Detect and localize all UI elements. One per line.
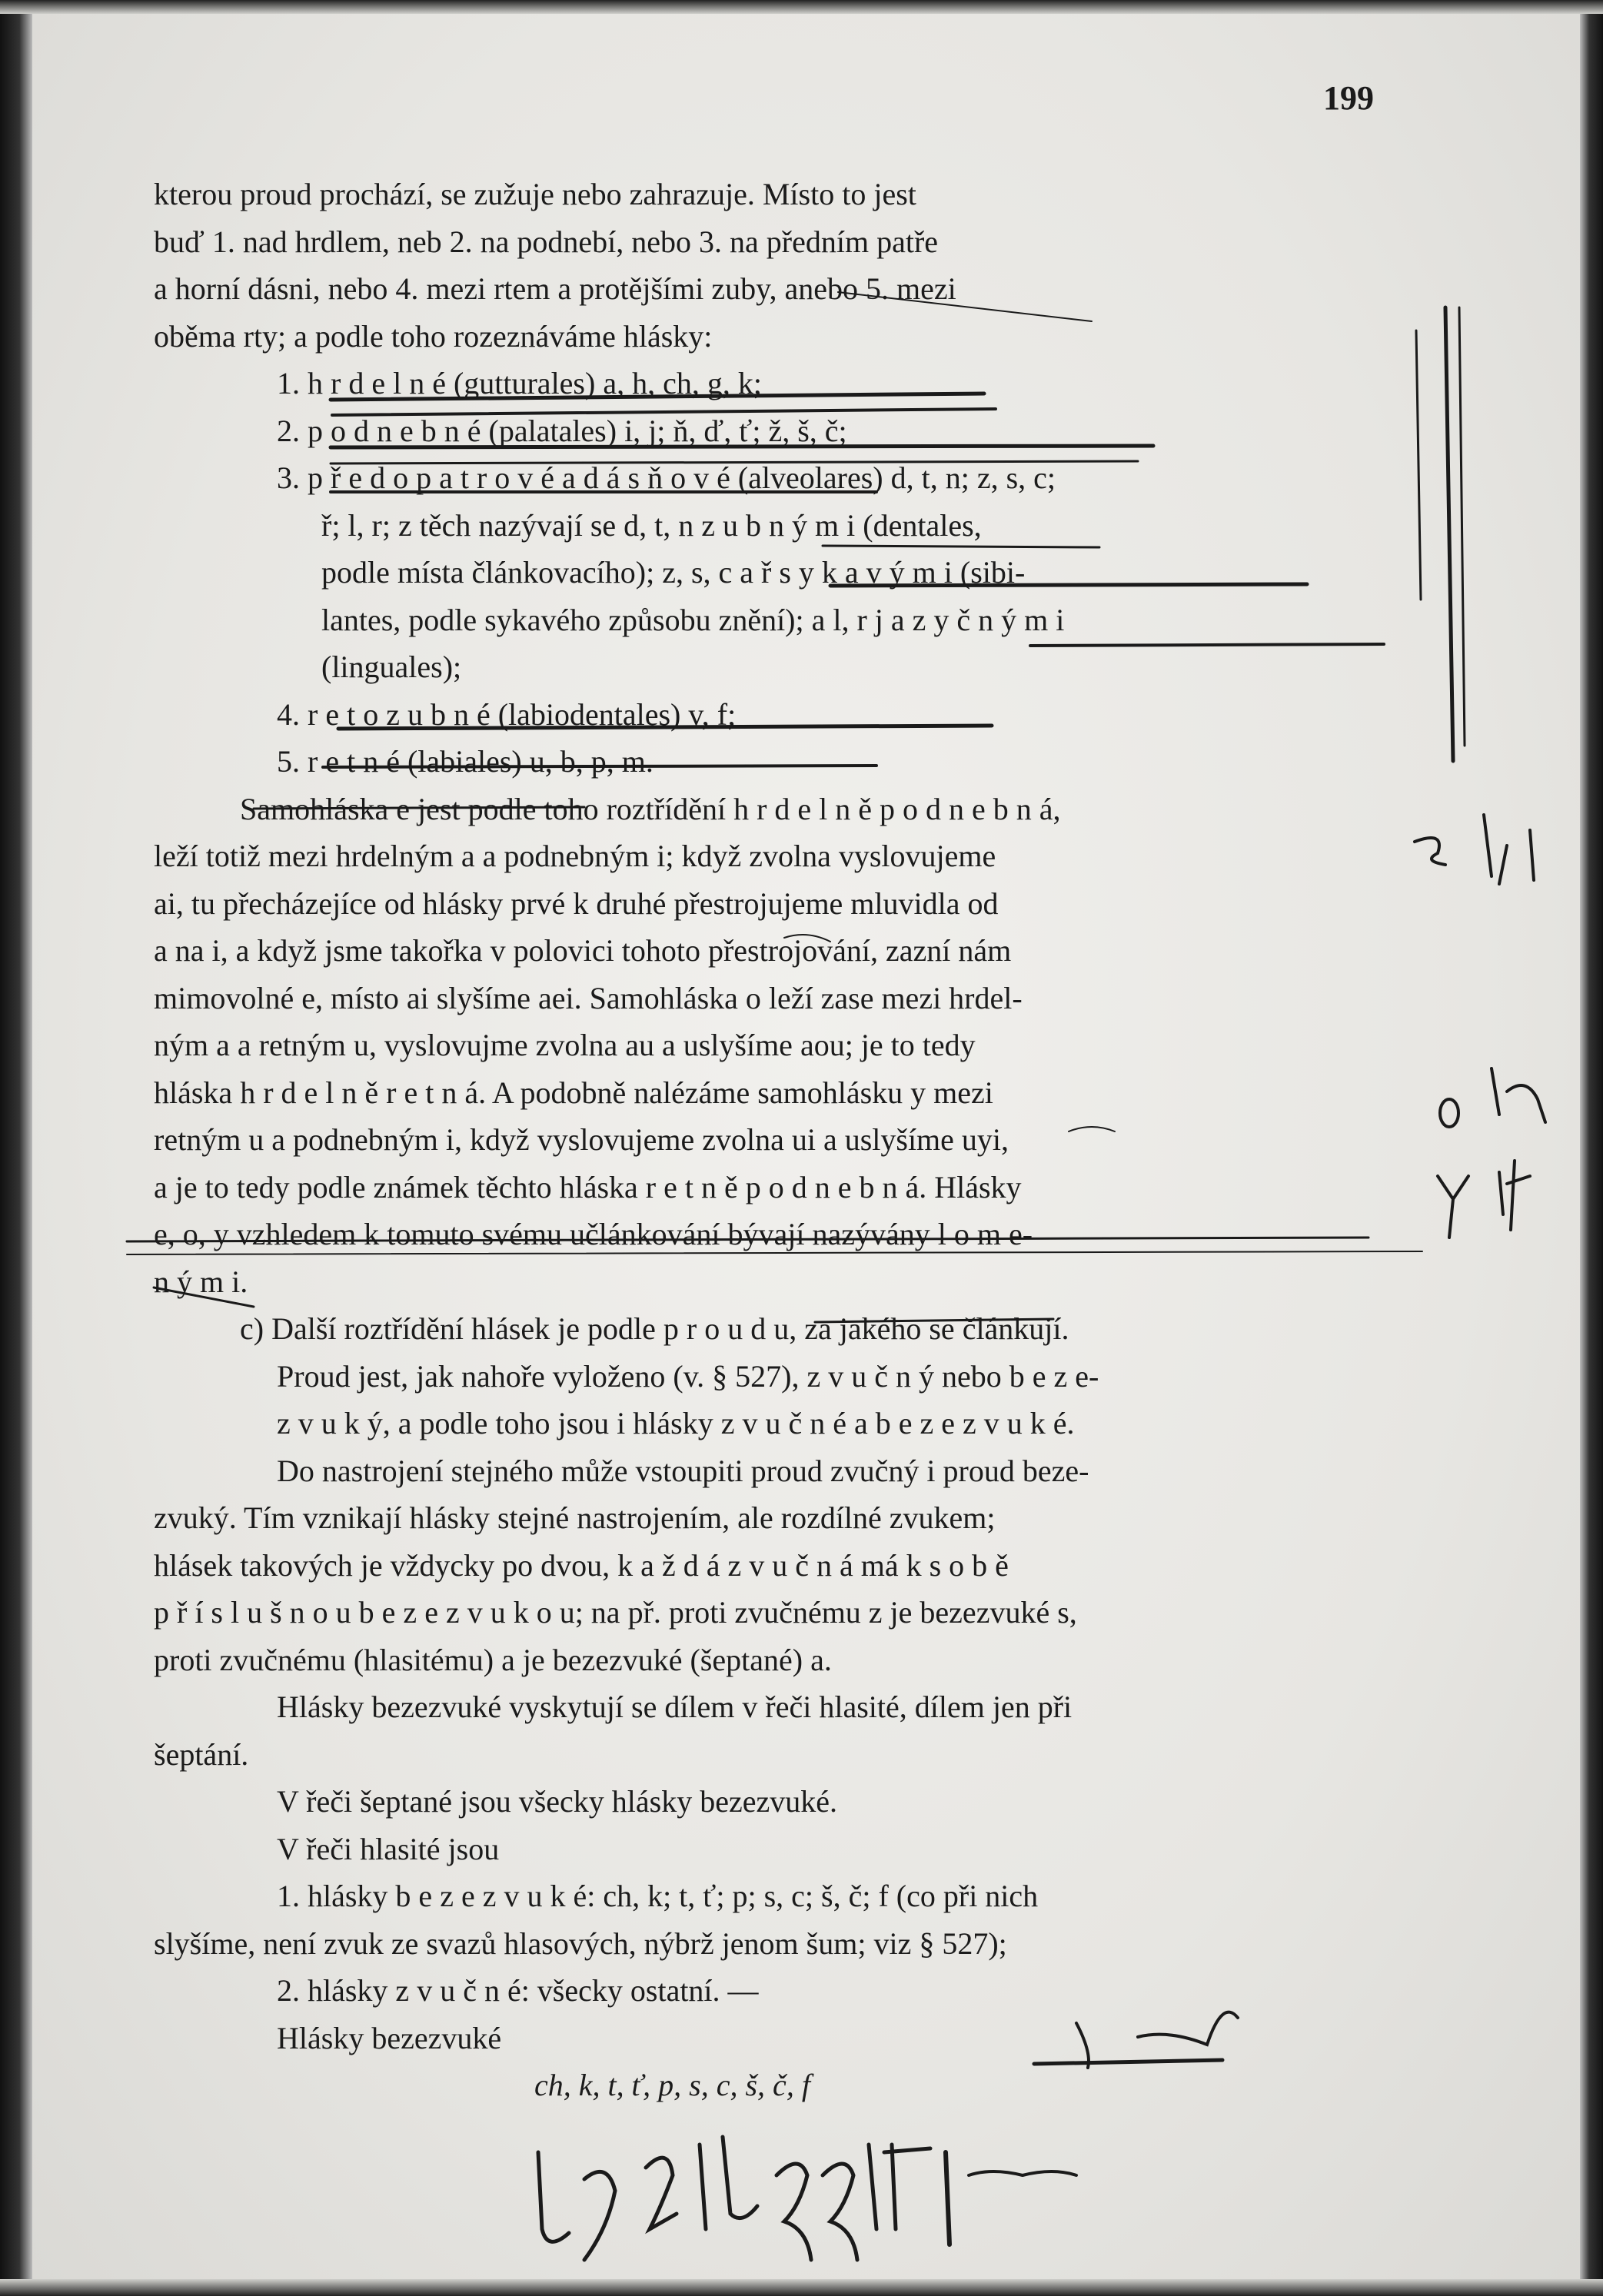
- text-line: (linguales);: [321, 650, 462, 684]
- text-line: retným u a podnebným i, když vyslovujeme zvolna ui a uslyšíme uyi,: [154, 1122, 1009, 1157]
- text-line: podle místa článkovacího); z, s, c a ř s y k a v ý m i (sibi-: [321, 555, 1026, 590]
- text-line: kterou proud prochází, se zužuje nebo zahrazuje. Místo to jest: [154, 177, 916, 211]
- text-line: a na i, a když jsme takořka v polovici tohoto přestrojování, zazní nám: [154, 933, 1012, 968]
- text-line: Do nastrojení stejného může vstoupiti proud zvučný i proud beze-: [277, 1453, 1089, 1488]
- text-line: Proud jest, jak nahoře vyloženo (v. § 527), z v u č n ý nebo b e z e-: [277, 1358, 1099, 1394]
- scan-edge-right: [1580, 0, 1603, 2296]
- text-line: c) Další roztřídění hlásek je podle p r o u d u, za jakého se článkují.: [240, 1311, 1069, 1346]
- text-line: mimovolné e, místo ai slyšíme aei. Samohláska o leží zase mezi hrdel-: [154, 980, 1023, 1015]
- text-line: a horní dásni, nebo 4. mezi rtem a protějšími zuby, anebo 5. mezi: [154, 271, 956, 306]
- text-line: V řeči hlasité jsou: [277, 1831, 500, 1866]
- list-item: 1. hlásky b e z e z v u k é: ch, k; t, ť; p; s, c; š, č; f (co při nich: [277, 1879, 1039, 1913]
- text-line: hláska h r d e l n ě r e t n á. A podobně nalézáme samohlásku y mezi: [154, 1075, 993, 1110]
- list-item: 2. p o d n e b n é (palatales) i, j; ň, ď, ť; ž, š, č;: [277, 413, 847, 448]
- scan-edge-top: [0, 0, 1603, 14]
- text-line: hlásek takových je vždycky po dvou, k a ž d á z v u č n á má k s o b ě: [154, 1547, 1009, 1583]
- page-number: 199: [1323, 79, 1374, 117]
- text-line: ným a a retným u, vyslovujme zvolna au a uslyšíme aou; je to tedy: [154, 1028, 976, 1062]
- text-line: V řeči šeptané jsou všecky hlásky bezezvuké.: [277, 1784, 838, 1819]
- text-line: ř; l, r; z těch nazývají se d, t, n z u b n ý m i (dentales,: [321, 507, 982, 543]
- text-line: oběma rty; a podle toho rozeznáváme hlásky:: [154, 318, 713, 354]
- list-item: 1. h r d e l n é (gutturales) a, h, ch, g, k;: [277, 366, 762, 400]
- text-line: lantes, podle sykavého způsobu znění); a l, r j a z y č n ý m i: [321, 602, 1065, 637]
- text-line: a je to tedy podle známek těchto hláska r e t n ě p o d n e b n á. Hlásky: [154, 1169, 1022, 1204]
- text-line: n ý m i.: [154, 1264, 248, 1299]
- text-line: Hlásky bezezvuké vyskytují se dílem v řeči hlasité, dílem jen při: [277, 1690, 1073, 1724]
- text-line: z v u k ý, a podle toho jsou i hlásky z v u č n é a b e z e z v u k é.: [277, 1406, 1075, 1440]
- list-item: 3. p ř e d o p a t r o v é a d á s ň o v é (alveolares) d, t, n; z, s, c;: [277, 460, 1056, 495]
- text-line: Samohláska e jest podle toho roztřídění h r d e l n ě p o d n e b n á,: [240, 791, 1061, 826]
- text-line: šeptání.: [154, 1736, 249, 1772]
- text-line: p ř í s l u š n o u b e z e z v u k o u; na př. proti zvučnému z je bezezvuké s,: [154, 1595, 1077, 1630]
- body-text: [154, 171, 1384, 2109]
- text-line: ai, tu přecházejíce od hlásky prvé k druhé přestrojujeme mluvidla od: [154, 886, 999, 921]
- text-line: buď 1. nad hrdlem, neb 2. na podnebí, nebo 3. na předním patře: [154, 224, 939, 259]
- scan-edge-bottom: [0, 2279, 1603, 2296]
- text-line: Hlásky bezezvuké: [277, 2020, 502, 2055]
- text-line: e, o, y vzhledem k tomuto svému učlánkování bývají nazývány l o m e-: [154, 1217, 1033, 1251]
- text-line: proti zvučnému (hlasitému) a je bezezvuké (šeptané) a.: [154, 1642, 832, 1677]
- list-item: 2. hlásky z v u č n é: všecky ostatní. —: [277, 1973, 759, 2008]
- list-item: 4. r e t o z u b n é (labiodentales) v, f;: [277, 696, 737, 732]
- text-line: zvuký. Tím vznikají hlásky stejné nastrojením, ale rozdílné zvukem;: [154, 1500, 996, 1535]
- list-item: 5. r e t n é (labiales) u, b, p, m.: [277, 744, 654, 779]
- text-line: leží totiž mezi hrdelným a a podnebným i; když zvolna vyslovujeme: [154, 839, 996, 873]
- scan-edge-left: [0, 0, 32, 2296]
- text-line: slyšíme, není zvuk ze svazů hlasových, nýbrž jenom šum; viz § 527);: [154, 1926, 1007, 1961]
- formula-line: ch, k, t, ť, p, s, c, š, č, f: [534, 2068, 810, 2102]
